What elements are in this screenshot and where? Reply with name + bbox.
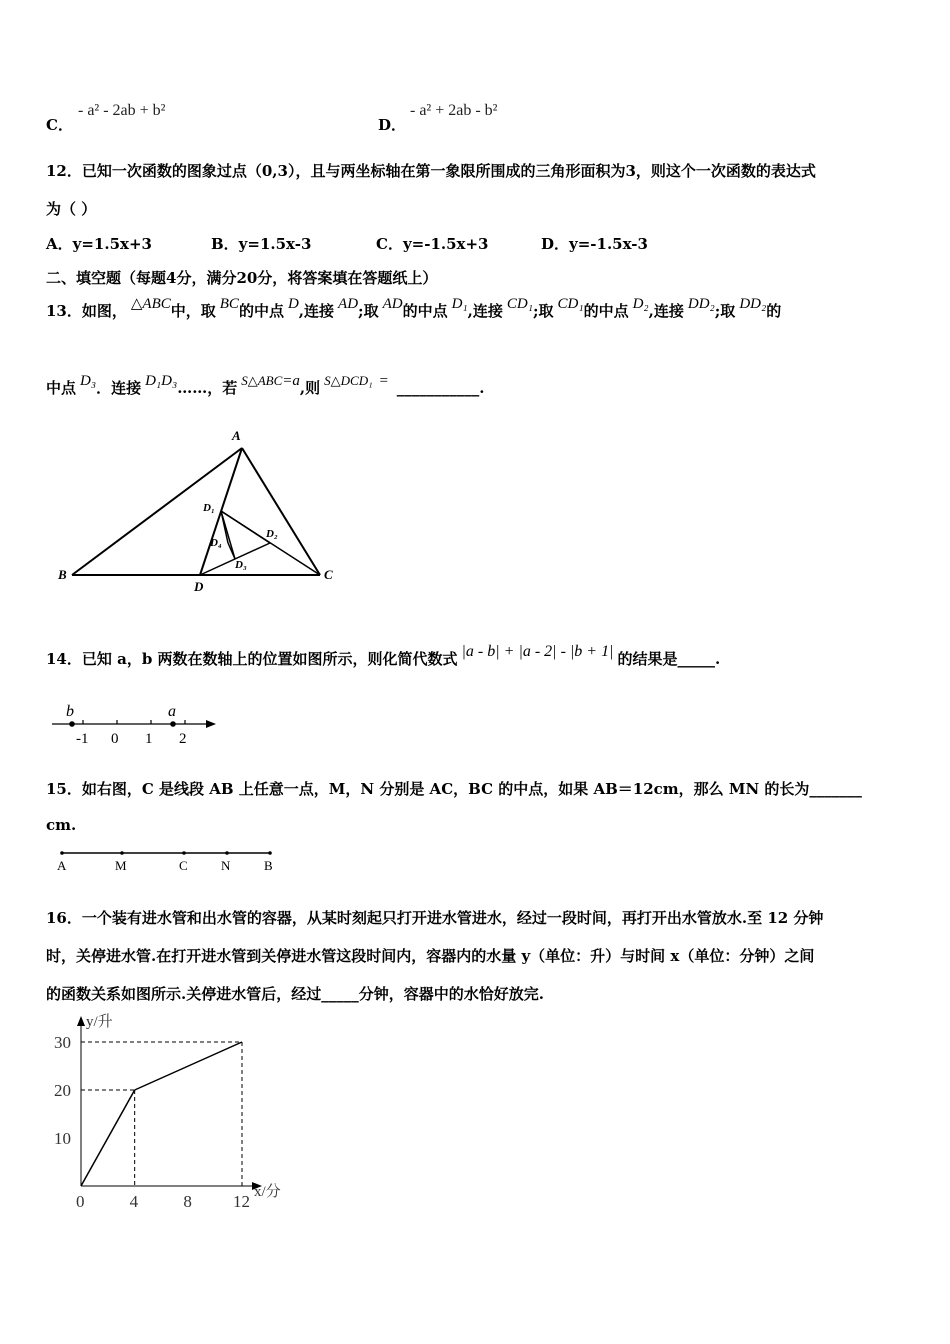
y-tick-label: 30 bbox=[54, 1033, 71, 1052]
option-c-label: C． bbox=[46, 116, 73, 134]
q13-math: D₂ bbox=[632, 296, 649, 312]
point-label-b: B bbox=[264, 858, 273, 873]
q13-math: CD₁ bbox=[506, 296, 533, 312]
tick-label: 1 bbox=[145, 731, 153, 747]
q12-option-a: A．y=1.5x+3 bbox=[46, 235, 152, 253]
y-tick-label: 10 bbox=[54, 1129, 71, 1148]
q13-math: S△ABC bbox=[241, 373, 283, 388]
q13-text: ．连接 bbox=[96, 379, 142, 397]
q13-math: BC bbox=[219, 296, 239, 312]
point-label-m: M bbox=[115, 858, 127, 873]
q13-text: ,连接 bbox=[648, 302, 684, 320]
q13-line2 bbox=[46, 373, 485, 398]
q13-text: 的 bbox=[766, 302, 782, 320]
x-tick-label: 0 bbox=[76, 1192, 85, 1211]
q13-math: D₃ bbox=[80, 373, 97, 389]
q13-math: AD bbox=[382, 296, 403, 312]
edge-ac bbox=[242, 448, 320, 575]
label-a: A bbox=[232, 428, 241, 443]
segment-d1d4 bbox=[221, 511, 228, 543]
q13-math: CD₁ bbox=[557, 296, 584, 312]
point-label-n: N bbox=[221, 858, 231, 873]
q13-math: S△DCD₁ bbox=[324, 373, 373, 388]
q14-text bbox=[46, 643, 721, 669]
q13-text: 中，取 bbox=[170, 302, 216, 320]
x-tick-label: 12 bbox=[233, 1192, 250, 1211]
label-a: a bbox=[168, 703, 176, 720]
q15-line1: 15．如右图，C 是线段 AB 上任意一点，M，N 分别是 AC，BC 的中点，如果 AB＝12cm，那么 MN 的长为_______ bbox=[46, 780, 862, 798]
option-c-expression: - a² - 2ab + b² bbox=[78, 102, 166, 119]
q16-line2: 时，关停进水管.在打开进水管到关停进水管这段时间内，容器内的水量 y（单位：升）与时间 x（单位：分钟）之间 bbox=[46, 947, 815, 965]
point-a bbox=[170, 721, 176, 727]
y-axis-label: y/升 bbox=[86, 1014, 113, 1030]
x-tick-label: 4 bbox=[129, 1192, 139, 1211]
q13-text: 中点 bbox=[46, 379, 77, 397]
point-label-a: A bbox=[57, 858, 67, 873]
label-b: B bbox=[58, 567, 67, 582]
q13-math: =a bbox=[282, 373, 300, 389]
q12-option-c: C．y=-1.5x+3 bbox=[376, 235, 489, 253]
q14-expression: |a - b| + |a - 2| - |b + 1| bbox=[461, 643, 614, 660]
q13-math: DD₂ bbox=[739, 296, 767, 312]
q13-text: 的中点 bbox=[402, 302, 448, 320]
label-d2: D₂ bbox=[266, 528, 278, 540]
q14-number-line bbox=[48, 698, 223, 748]
label-d1: D₁ bbox=[203, 502, 215, 514]
series-segment bbox=[135, 1042, 242, 1090]
edge-ab bbox=[72, 448, 242, 575]
q13-text: 的中点 bbox=[583, 302, 629, 320]
q12-line1: 12．已知一次函数的图象过点（0,3），且与两坐标轴在第一象限所围成的三角形面积为3，则这个一次函数的表达式 bbox=[46, 162, 816, 180]
q16-line3: 的函数关系如图所示.关停进水管后，经过_____分钟，容器中的水恰好放完. bbox=[46, 985, 544, 1003]
q13-line1 bbox=[46, 296, 782, 321]
tick-label: 2 bbox=[179, 731, 187, 747]
q13-text: ,连接 bbox=[298, 302, 335, 320]
q13-math: DD₂ bbox=[687, 296, 715, 312]
label-c: C bbox=[324, 567, 333, 582]
point-label-c: C bbox=[179, 858, 188, 873]
q16-chart bbox=[40, 1010, 310, 1215]
series-segment bbox=[81, 1090, 135, 1186]
q12-option-b: B．y=1.5x-3 bbox=[211, 235, 312, 253]
q13-math: D₁ bbox=[451, 296, 468, 312]
q13-text: ……，若 bbox=[177, 379, 238, 397]
option-d-expression: - a² + 2ab - b² bbox=[410, 102, 498, 119]
label-d3: D₃ bbox=[235, 559, 247, 571]
y-axis-arrow-icon bbox=[77, 1016, 85, 1026]
q14-prefix: 14．已知 a，b 两数在数轴上的位置如图所示，则化简代数式 bbox=[46, 650, 458, 668]
option-d-label: D． bbox=[378, 116, 407, 134]
q13-math: △ABC bbox=[130, 296, 171, 312]
point-b bbox=[69, 721, 75, 727]
tick-label: -1 bbox=[76, 731, 89, 747]
q13-text: 13．如图， bbox=[46, 302, 127, 320]
x-axis-label: x/分 bbox=[254, 1184, 281, 1200]
q13-math: D₁D₃ bbox=[145, 373, 178, 389]
q13-math: AD bbox=[338, 296, 359, 312]
q15-line2: cm. bbox=[46, 816, 77, 834]
label-b: b bbox=[66, 703, 74, 720]
q13-text: ,则 bbox=[299, 379, 321, 397]
q13-triangle-figure bbox=[52, 425, 347, 595]
q13-text: ,连接 bbox=[467, 302, 503, 320]
q13-text: 的中点 bbox=[238, 302, 284, 320]
y-tick-label: 20 bbox=[54, 1081, 71, 1100]
q13-text: ;取 bbox=[358, 302, 379, 320]
q13-text: . bbox=[479, 379, 485, 397]
section-heading: 二、填空题（每题4分，满分20分，将答案填在答题纸上） bbox=[46, 269, 438, 287]
x-tick-label: 8 bbox=[183, 1192, 192, 1211]
q14-suffix: 的结果是_____. bbox=[617, 650, 721, 668]
answer-blank: ___________ bbox=[396, 379, 480, 397]
q12-line2: 为（ ） bbox=[46, 200, 97, 218]
q12-option-d: D．y=-1.5x-3 bbox=[541, 235, 648, 253]
q15-segment-figure bbox=[50, 845, 290, 877]
q13-math: D bbox=[287, 296, 299, 312]
q16-line1: 16．一个装有进水管和出水管的容器，从某时刻起只打开进水管进水，经过一段时间，再打开出水管放水.至 12 分钟 bbox=[46, 909, 824, 927]
q13-text: ;取 bbox=[714, 302, 736, 320]
q13-text: ;取 bbox=[532, 302, 554, 320]
label-d: D bbox=[194, 579, 204, 594]
q13-math: = bbox=[378, 373, 389, 389]
axis-arrow-icon bbox=[206, 720, 216, 728]
tick-label: 0 bbox=[111, 731, 119, 747]
label-d4: D₄ bbox=[210, 537, 222, 549]
